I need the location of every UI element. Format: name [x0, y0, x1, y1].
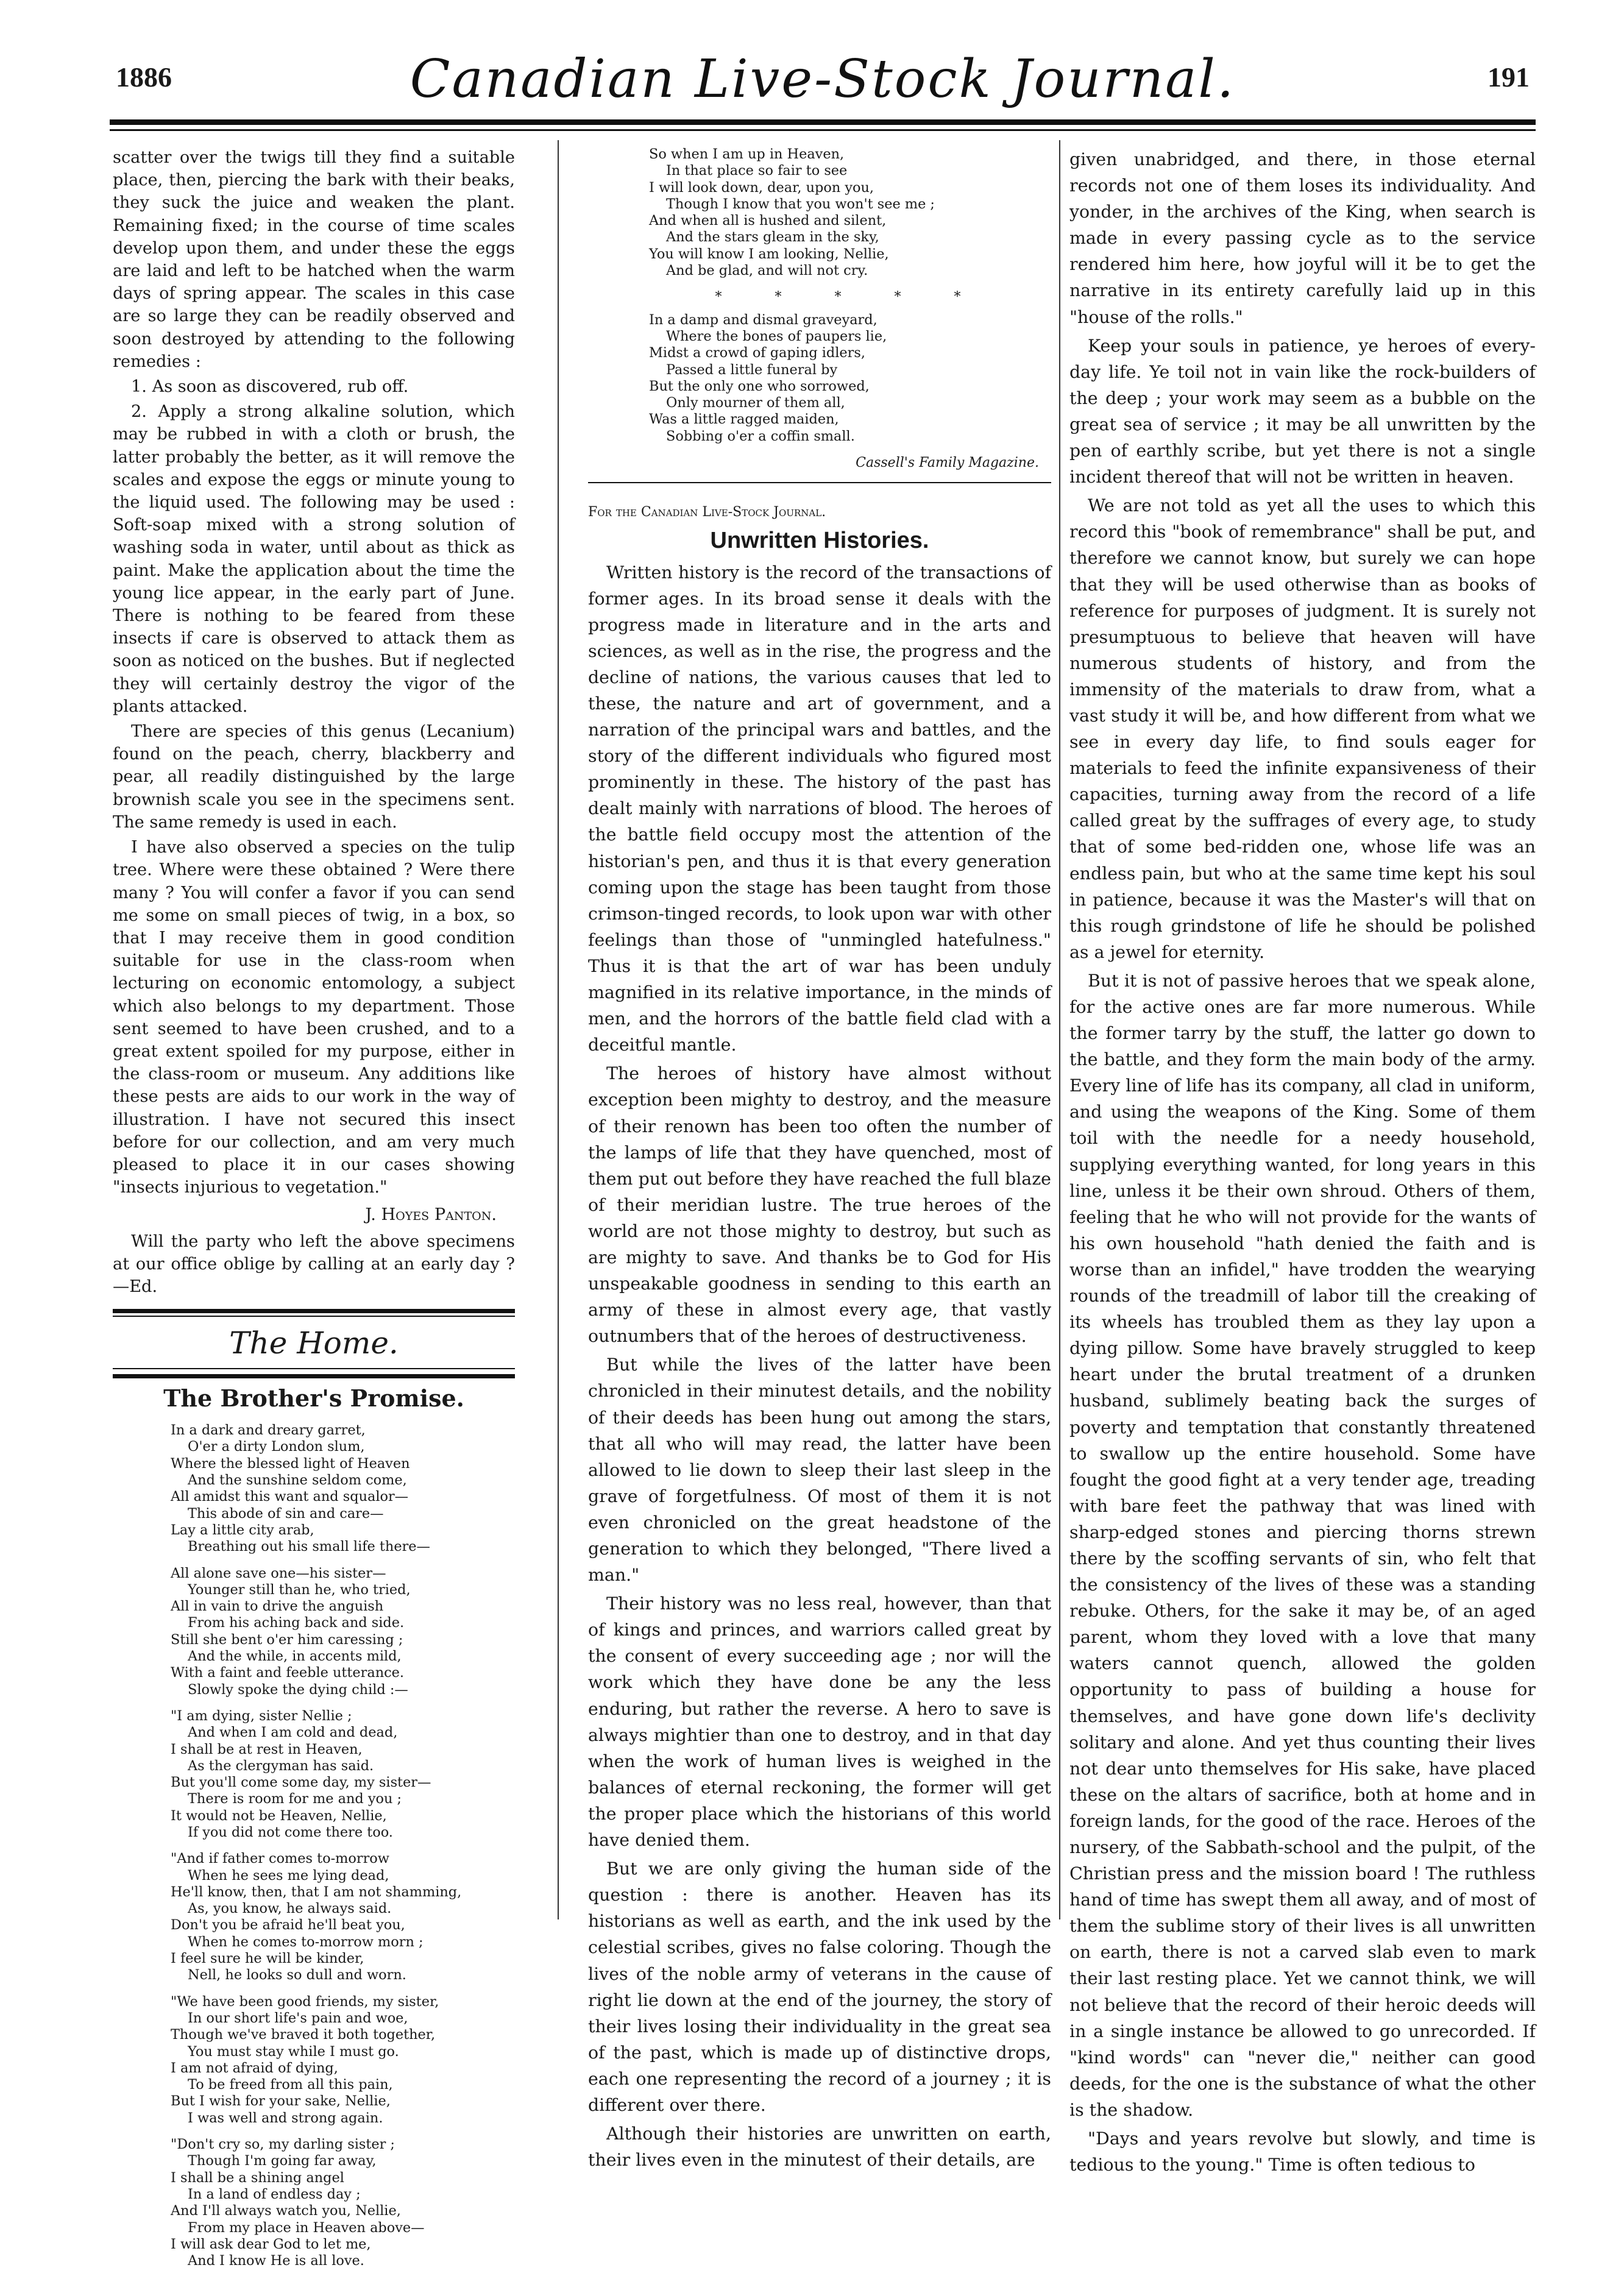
column-3: [1069, 146, 1536, 2180]
article-paragraph: But while the lives of the latter have been chronicled in their minutest details, and the nobility of their deeds has been hung out among the stars, that all who will may read, the latter have been allowed to lie down to sleep their last sleep in the grave of forgetfulness. Of most of them it is not even chronicled on the great headstone of the generation to which they belonged, "There lived a man.": [588, 1355, 1051, 1586]
poem-line: Where the bones of paupers lie,: [666, 328, 887, 344]
stanza-separator-stars: * * * * *: [715, 289, 985, 305]
section-rule: [113, 1309, 515, 1313]
column-divider-2: [1059, 140, 1060, 1919]
poem-line: Where the blessed light of Heaven: [171, 1455, 410, 1472]
article-source: For the Canadian Live-Stock Journal.: [588, 505, 826, 520]
poem-line: When he sees me lying dead,: [188, 1867, 389, 1884]
poem-line: Was a little ragged maiden,: [649, 411, 839, 428]
poem-line: From his aching back and side.: [188, 1615, 405, 1631]
editor-note: Will the party who left the above specimens at our office oblige by calling at an early day ?—Ed.: [113, 1232, 515, 1296]
poem-line: Only mourner of them all,: [666, 395, 845, 411]
poem-line: Still she bent o'er him caressing ;: [171, 1631, 403, 1648]
article-paragraph: But we are only giving the human side of the question : there is another. Heaven has its historians as well as earth, and the ink used by the celestial scribes, gives no false coloring. Though the lives of the noble army of veterans in the cause of right lie down at the end of the journey, the story of their lives losing their individuality in the great sea of the past, which is made up of distinctive drops, each one representing the record of a journey ; it is different over there.: [588, 1859, 1051, 2115]
poem-line: And I know He is all love.: [188, 2253, 364, 2269]
poem-line: And be glad, and will not cry.: [666, 263, 868, 279]
poem-line: Nell, he looks so dull and worn.: [188, 1967, 406, 1983]
poem-line: I feel sure he will be kinder,: [171, 1951, 364, 1967]
poem-line: And when I am cold and dead,: [188, 1724, 398, 1741]
article-title: Unwritten Histories.: [710, 528, 929, 554]
poem-line: All amidst this want and squalor—: [171, 1489, 409, 1505]
section-rule: [113, 1368, 515, 1369]
masthead-rule-thick: [110, 119, 1536, 125]
poem-stanza: [171, 1565, 515, 1698]
poem-line: O'er a dirty London slum,: [188, 1439, 365, 1455]
section-rule: [113, 1316, 515, 1317]
poem-line: All alone save one—his sister—: [171, 1565, 386, 1581]
poem-line: You must stay while I must go.: [188, 2043, 399, 2060]
poem-line: But you'll come some day, my sister—: [171, 1774, 431, 1791]
poem-line: But I wish for your sake, Nellie,: [171, 2093, 391, 2110]
poem-stanza: [171, 1851, 515, 1983]
poem-line: And the stars gleam in the sky,: [666, 229, 879, 246]
poem-line: As the clergyman has said.: [188, 1757, 374, 1774]
poem-end-rule: [588, 482, 1051, 483]
column-2: [588, 146, 1051, 2175]
poem-line: If you did not come there too.: [188, 1824, 393, 1840]
article-paragraph: I have also observed a species on the tulip tree. Where were these obtained ? Were there many ? You will confer a favor if you can send me some on small pieces of twig, in a box, so that I may receive them in good condition suitable for use in the class-room when lecturing on economic entomology, a subject which also belongs to my department. Those sent seemed to have been crushed, and to a great extent spoiled for my purpose, either in the class-room or museum. Any additions like these pests are aids to our work in the way of illustration. I have not secured this insect before for our collection, and am very much pleased to place it in our cases showing "insects injurious to vegetation.": [113, 838, 515, 1197]
article-paragraph: Their history was no less real, however, than that of kings and princes, and warriors called great by the consent of every succeeding age ; nor will the work which they have done be any the less enduring, but rather the reverse. A hero to save is always mightier than one to destroy, and in that day when the work of human lives is weighed in the balances of eternal reckoning, the former will get the proper place which the historians of this world have denied them.: [588, 1593, 1051, 1851]
poem-line: "I am dying, sister Nellie ;: [171, 1707, 352, 1724]
poem-line: In our short life's pain and woe,: [188, 2010, 408, 2026]
poem-line: You will know I am looking, Nellie,: [649, 246, 889, 262]
poem-line: As, you know, he always said.: [188, 1901, 392, 1917]
remedy-item: 1. As soon as discovered, rub off.: [131, 377, 409, 397]
author-signature: J. Hoyes Panton.: [365, 1205, 497, 1225]
poem-line: He'll know, then, that I am not shamming,: [171, 1884, 462, 1900]
poem-line: Passed a little funeral by: [666, 361, 838, 378]
poem-line: Younger still than he, who tried,: [188, 1581, 411, 1598]
poem-line: In that place so fair to see: [666, 163, 848, 179]
poem-stanza: [171, 1422, 515, 1555]
poem-title: The Brother's Promise.: [163, 1384, 464, 1412]
poem-line: With a faint and feeble utterance.: [171, 1665, 405, 1681]
column-1: [113, 146, 515, 2279]
poem-line: There is room for me and you ;: [188, 1791, 402, 1807]
poem-line: "Don't cry so, my darling sister ;: [171, 2136, 395, 2153]
poem-attribution: Cassell's Family Magazine.: [856, 455, 1039, 471]
poem-line: Don't you be afraid he'll beat you,: [171, 1917, 405, 1933]
page-number: 191: [1487, 62, 1530, 93]
poem-line: It would not be Heaven, Nellie,: [171, 1807, 387, 1824]
poem-line: And I'll always watch you, Nellie,: [171, 2203, 401, 2219]
remedy-item: 2. Apply a strong alkaline solution, which may be rubbed in with a cloth or brush, the latter probably the better, as it will remove the scales and expose the eggs or minute young to the liquid used. The following may be used : Soft-soap mixed with a strong solution of washing soda in water, until about as thick as paint. Make the application about the time the young lice appear, in the early part of June. There is nothing to be feared from these insects if care is observed to attack them as soon as noticed on the bushes. But if neglected they will certainly destroy the vigor of the plants attacked.: [113, 402, 515, 716]
poem-line: Sobbing o'er a coffin small.: [666, 428, 855, 444]
article-paragraph: Keep your souls in patience, ye heroes of every-day life. Ye toil not in vain like the rock-builders of the deep ; your work may seem as a bubble on the great sea of service ; it may be all unwritten by the pen of earthly scribe, but yet there is not a single incident thereof that will not be written in heaven.: [1069, 335, 1536, 487]
page-year: 1886: [116, 62, 172, 93]
poem-line: I shall be at rest in Heaven,: [171, 1741, 363, 1757]
article-paragraph: Written history is the record of the transactions of former ages. In its broad sense it deals with the progress made in literature and in the arts and sciences, as well as in the rise, the progress and the decline of nations, the various causes that led to these, the nature and art of government, and a narration of the principal wars and battles, and the story of the different individuals who figured most prominently in these. The history of the past has dealt mainly with narrations of blood. The heroes of the battle field occupy most the attention of the historian's pen, and thus it is that every generation coming upon the stage has been taught from those crimson-tinged records, to look upon war with other feelings than those of "unmingled hatefulness." Thus it is that the art of war has been unduly magnified in its relative importance, in the minds of men, and the horrors of the battle field clad with a deceitful mantle.: [588, 562, 1051, 1055]
poem-line: Slowly spoke the dying child :—: [188, 1681, 408, 1698]
article-paragraph: We are not told as yet all the uses to which this record this "book of remembrance" shall be put, and therefore we cannot know, but surely we can hope that they will be used otherwise than as books of reference for purposes of judgment. It is surely not presumptuous to believe that heaven will have numerous students of history, and from the immensity of the materials to draw from, what a vast study it will be, and how different from what we see in every day life, to find souls eager for materials to feed the infinite expansiveness of their capacities, turning away from the record of a life called great by the suffrages of every age, to study that of some bed-ridden one, whose life was an endless pain, but who at the same time kept his soul in patience, because it was the Master's will that on this rough grindstone of life he should be polished as a jewel for eternity.: [1069, 495, 1536, 962]
poem-continuation: [588, 146, 1051, 471]
poem-stanza: [649, 146, 1051, 279]
poem-stanza: [171, 1994, 515, 2127]
poem-line: From my place in Heaven above—: [188, 2219, 425, 2236]
poem-line: "And if father comes to-morrow: [171, 1851, 389, 1867]
poem-stanza: [649, 312, 1051, 445]
column-divider-1: [558, 140, 559, 1919]
poem-stanza: [171, 1708, 515, 1841]
article-paragraph: given unabridged, and there, in those eternal records not one of them loses its individuality. And yonder, in the archives of the King, when search is made in every passing cycle as to the service rendered him here, how joyful will it be to get the narrative in its entirety carefully laid up in this "house of the rolls.": [1069, 149, 1536, 327]
poem-body: [113, 1422, 515, 2269]
poem-line: To be freed from all this pain,: [188, 2077, 393, 2093]
poem-line: So when I am up in Heaven,: [649, 146, 845, 162]
poem-line: I am not afraid of dying,: [171, 2060, 338, 2076]
poem-line: In a land of endless day ;: [188, 2186, 361, 2202]
masthead-rule-thin: [110, 129, 1536, 131]
poem-line: I will ask dear God to let me,: [171, 2236, 371, 2252]
poem-line: Though we've braved it both together,: [171, 2027, 436, 2043]
poem-line: I shall be a shining angel: [171, 2169, 344, 2186]
section-heading: The Home.: [229, 1325, 399, 1361]
masthead: [110, 37, 1536, 116]
article-paragraph: But it is not of passive heroes that we speak alone, for the active ones are far more numerous. While the former tarry by the stuff, the latter go down to the battle, and they form the main body of the army. Every line of life has its company, all clad in uniform, and using the weapons of the King. Some of them toil with the needle for a needy household, supplying everything wanted, for long years in this line, unless it be their own shroud. Others of them, feeling that he who will not provide for the wants of his own household "hath denied the faith and is worse than an infidel," have trodden the wearying rounds of the treadmill of labor till the creaking of its wheels has troubled them as they lay upon a dying pillow. Some have bravely struggled to keep heart under the brutal treatment of a drunken husband, sublimely beating back the surges of poverty and temptation that constantly threatened to swallow up the entire household. Some have fought the good fight at a very tender age, treading with bare feet the pathway that was lined with sharp-edged stones and piercing thorns strewn there by the scoffing servants of sin, who felt that the consistency of the lives of these was a standing rebuke. Others, for the sake it may be, of an aged parent, whom they loved with a love that many waters cannot quench, allowed the golden opportunity to pass of building a house for themselves, and have gone down life's declivity solitary and alone. And yet thus counting their lives not dear unto themselves for His sake, have placed these on the altars of sacrifice, both at home and in foreign lands, for the good of the race. Heroes of the nursery, of the Sabbath-school and the pulpit, of the Christian press and the mission board ! The ruthless hand of time has swept them all away, and of most of them the sublime story of their lives is all unwritten on earth, there is not a carved slab even to mark their last resting place. Yet we cannot think, we will not believe that the record of their heroic deeds will in a single instance be allowed to go unrecorded. If "kind words" can "never die," neither can good deeds, for the one is the substance of what the other is the shadow.: [1069, 970, 1536, 2120]
poem-line: Breathing out his small life there—: [188, 1539, 430, 1555]
poem-line: I will look down, dear, upon you,: [649, 179, 874, 196]
poem-line: Lay a little city arab,: [171, 1522, 314, 1538]
poem-line: This abode of sin and care—: [188, 1505, 384, 1522]
poem-line: "We have been good friends, my sister,: [171, 1993, 439, 2010]
poem-stanza: [171, 2136, 515, 2269]
journal-title: Canadian Live-Stock Journal.: [410, 49, 1236, 110]
article-paragraph: The heroes of history have almost without exception been mighty to destroy, and the measure of their renown has been too often the number of the lamps of life that they have quenched, most of them put out before they have reached the full blaze of their meridian lustre. The true heroes of the world are not those mighty to destroy, but such as are mighty to save. And thanks be to God for His unspeakable goodness in sending to this earth an army of these in almost every age, that vastly outnumbers that of the heroes of destructiveness.: [588, 1063, 1051, 1347]
article-paragraph: There are species of this genus (Lecanium) found on the peach, cherry, blackberry and pear, all readily distinguished by the large brownish scale you see in the specimens sent. The same remedy is used in each.: [113, 722, 515, 832]
poem-line: And the sunshine seldom come,: [188, 1472, 407, 1489]
poem-line: Midst a crowd of gaping idlers,: [649, 345, 865, 361]
poem-line: All in vain to drive the anguish: [171, 1598, 384, 1615]
poem-line: In a dark and dreary garret,: [171, 1422, 366, 1439]
poem-line: And the while, in accents mild,: [188, 1648, 402, 1665]
poem-line: When he comes to-morrow morn ;: [188, 1933, 424, 1950]
poem-line: Though I'm going far away,: [188, 2153, 377, 2169]
poem-line: Though I know that you won't see me ;: [666, 196, 935, 212]
poem-line: In a damp and dismal graveyard,: [649, 311, 878, 328]
article-paragraph: scatter over the twigs till they find a suitable place, then, piercing the bark with their beaks, they suck the juice and weaken the plant. Remaining fixed; in the course of time scales develop upon them, and under these the eggs are laid and left to be hatched when the warm days of spring appear. The scales in this case are so large they can be readily observed and soon destroyed by attending to the following remedies :: [113, 148, 515, 371]
section-rule: [113, 1374, 515, 1378]
article-paragraph: Although their histories are unwritten on earth, their lives even in the minutest of their details, are: [588, 2124, 1051, 2171]
poem-line: And when all is hushed and silent,: [649, 213, 887, 229]
poem-line: But the only one who sorrowed,: [649, 378, 870, 394]
article-paragraph: "Days and years revolve but slowly, and time is tedious to the young." Time is often tedious to: [1069, 2128, 1536, 2175]
poem-line: I was well and strong again.: [188, 2110, 383, 2126]
